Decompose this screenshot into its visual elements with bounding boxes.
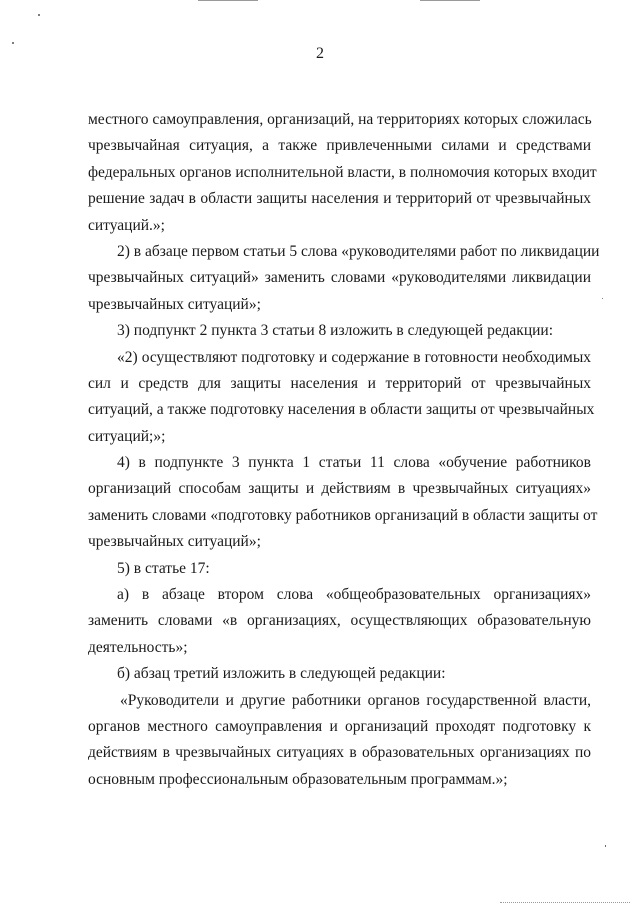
text-line: организаций способам защиты и действиям в чрезвычайных ситуациях» (88, 480, 591, 498)
text-line: чрезвычайных ситуаций» заменить словами «руководителями ликвидации (88, 269, 591, 287)
scan-speck (602, 298, 603, 299)
text-line: органов местного самоуправления и организаций проходят подготовку к (88, 717, 591, 735)
scan-bottom-rule (500, 901, 630, 903)
text-line: 5) в статье 17: (117, 559, 210, 577)
scan-speck (605, 845, 606, 847)
text-line: действиям в чрезвычайных ситуациях в образовательных организациях по (88, 744, 591, 762)
text-line: заменить словами «в организациях, осуществляющих образовательную (88, 612, 591, 630)
text-line: федеральных органов исполнительной власти, в полномочия которых входит (88, 163, 597, 181)
text-line: чрезвычайная ситуация, а также привлеченными силами и средствами (88, 137, 591, 155)
text-line: чрезвычайных ситуаций»; (88, 295, 261, 313)
text-line: 4) в подпункте 3 пункта 1 статьи 11 слова «обучение работников (117, 454, 591, 472)
document-body (88, 107, 600, 793)
scan-speck (38, 14, 40, 16)
text-line: ситуаций;»; (88, 427, 166, 445)
text-line: местного самоуправления, организаций, на территориях которых сложилась (88, 111, 592, 128)
text-line: решение задач в области защиты населения и территорий от чрезвычайных (88, 190, 591, 208)
text-line: сил и средств для защиты населения и территорий от чрезвычайных (88, 374, 591, 392)
text-line: 3) подпункт 2 пункта 3 статьи 8 изложить в следующей редакции: (117, 322, 554, 340)
text-line: 2) в абзаце первом статьи 5 слова «руководителями работ по ликвидации (117, 242, 600, 260)
text-line: основным профессиональным образовательным программам.»; (88, 770, 508, 788)
text-line: «Руководители и другие работники органов государственной власти, (120, 691, 591, 709)
text-line: а) в абзаце втором слова «общеобразовательных организациях» (117, 586, 591, 604)
text-line: заменить словами «подготовку работников организаций в области защиты от (88, 506, 598, 524)
text-line: деятельность»; (88, 638, 188, 656)
text-line: б) абзац третий изложить в следующей редакции: (117, 665, 446, 683)
text-line: чрезвычайных ситуаций»; (88, 533, 261, 551)
text-line: ситуаций, а также подготовку населения в области защиты от чрезвычайных (88, 401, 595, 419)
scan-top-rule (198, 0, 258, 1)
text-line: ситуаций.»; (88, 216, 165, 234)
text-line: «2) осуществляют подготовку и содержание в готовности необходимых (117, 348, 591, 366)
page-number: 2 (316, 45, 324, 62)
scan-top-rule (420, 0, 480, 1)
